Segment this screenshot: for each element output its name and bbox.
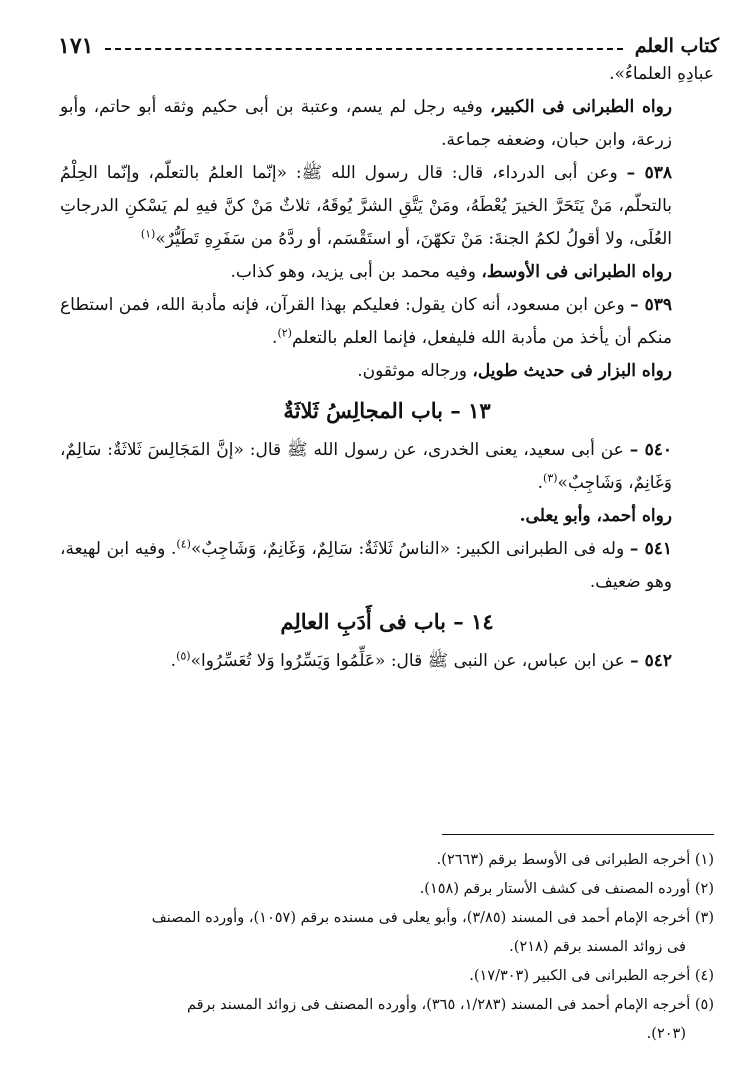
narration-note <box>60 500 714 533</box>
footnote-ref: (٣) <box>543 471 558 485</box>
hadith-541: ٥٤١ – وله فى الطبرانى الكبير: «الناسُ ثَلاثَةٌ: سَالِمٌ، وَغَانِمٌ، وَشَاجِبٌ»$^{(٤)}$. وفيه ابن لهيعة، وهو ضعيف. <box>60 537 673 592</box>
narration-source: رواه أحمد، وأبو يعلى. <box>519 506 672 526</box>
footnote-4: (٤) أخرجه الطبرانى فى الكبير (١٧/٣٠٣). <box>469 968 714 984</box>
hadith-number: ٥٣٨ – <box>626 163 672 183</box>
book-title: كتاب العلم <box>634 35 719 57</box>
hadith-number: ٥٤١ – <box>629 539 673 559</box>
hadith-number: ٥٤٠ – <box>629 440 673 460</box>
header-dashed-rule <box>105 48 622 50</box>
main-text <box>60 58 714 678</box>
narration-note: رواه البزار فى حديث طويل، ورجاله موثقون. <box>357 361 672 381</box>
footnote-2: (٢) أورده المصنف فى كشف الأستار برقم (١٥٨). <box>419 881 714 897</box>
hadith-539: ٥٣٩ – وعن ابن مسعود، أنه كان يقول: فعليكم بهذا القرآن، فإنه مأدبة الله، فمن استطاع منكم أن يأخذ من مأدبة الله فليفعل، فإنما العلم بالتعلم$^{(٢)}$. <box>60 295 673 348</box>
narration-source: رواه الطبرانى فى الكبير، <box>490 97 673 117</box>
footnote-3-continuation: فى زوائد المسند برقم (٢١٨). <box>509 939 686 955</box>
footnote-ref: (٤) <box>176 537 191 551</box>
page-number: ١٧١ <box>58 33 94 59</box>
narration-note: رواه الطبرانى فى الكبير، وفيه رجل لم يسم، وعتبة بن أبى حكيم وثقه أبو حاتم، وأبو زرعة، وابن حبان، وضعفه جماعة. <box>60 97 673 150</box>
hadith-542: ٥٤٢ – عن ابن عباس، عن النبى ﷺ قال: «عَلِّمُوا وَيَسِّرُوا وَلا تُعَسِّرُوا»$^{(٥)}$. <box>170 649 672 671</box>
hadith-540: ٥٤٠ – عن أبى سعيد، يعنى الخدرى، عن رسول الله ﷺ قال: «إنَّ المَجَالِسَ ثَلاثَةٌ: سَالِمٌ، وَغَانِمٌ، وَشَاجِبٌ»$^{(٣)}$. <box>60 440 673 493</box>
footnotes <box>60 846 714 1049</box>
footnote-1: (١) أخرجه الطبرانى فى الأوسط برقم (٢٦٦٣). <box>436 852 714 868</box>
chapter-heading-13: ١٣ – باب المجالِسُ ثَلاثَةٌ <box>283 398 491 423</box>
paragraph-continuation: عبادِهِ العلماءُ». <box>609 64 714 84</box>
footnote-separator <box>442 834 714 835</box>
narration-source: رواه الطبرانى فى الأوسط، <box>481 262 672 282</box>
footnote-5-continuation: (٢٠٣). <box>646 1026 686 1042</box>
narration-note: رواه الطبرانى فى الأوسط، وفيه محمد بن أبى يزيد، وهو كذاب. <box>230 262 672 282</box>
footnote-ref: (١) <box>140 227 156 241</box>
hadith-number: ٥٣٩ – <box>630 295 673 315</box>
narration-source: رواه البزار فى حديث طويل، <box>472 361 672 381</box>
hadith-number: ٥٤٢ – <box>630 651 672 671</box>
hadith-538: ٥٣٨ – وعن أبى الدرداء، قال: قال رسول الله ﷺ: «إنّما العلمُ بالتعلّم، وإنّما الحِلْمُ بالتحلّم، مَنْ يَتَحَرَّ الخيرَ يُعْطَهُ، ومَنْ يَتَّقِ الشرَّ يُوقَهُ، ثلاثٌ مَنْ كنَّ فيهِ لم يَسْكنِ الدرجاتِ العُلَى، ولا أقولُ لكمُ الجنةَ: مَنْ تكهّنَ، أو استَقْسَم، أو ردَّهُ من سَفَرِهِ تَطَيُّرٌ»$^{(١)}$ <box>60 163 672 249</box>
footnote-ref: (٢) <box>277 326 292 340</box>
footnote-ref: (٥) <box>176 649 191 663</box>
footnote-5: (٥) أخرجه الإمام أحمد فى المسند (١/٢٨٣، ٣٦٥)، وأورده المصنف فى زوائد المسند برقم <box>186 997 714 1013</box>
footnote-3: (٣) أخرجه الإمام أحمد فى المسند (٣/٨٥)، وأبو يعلى فى مسنده برقم (١٠٥٧)، وأورده المصنف <box>151 910 714 926</box>
chapter-heading-14: ١٤ – باب فى أَدَبِ العالِم <box>280 609 494 634</box>
